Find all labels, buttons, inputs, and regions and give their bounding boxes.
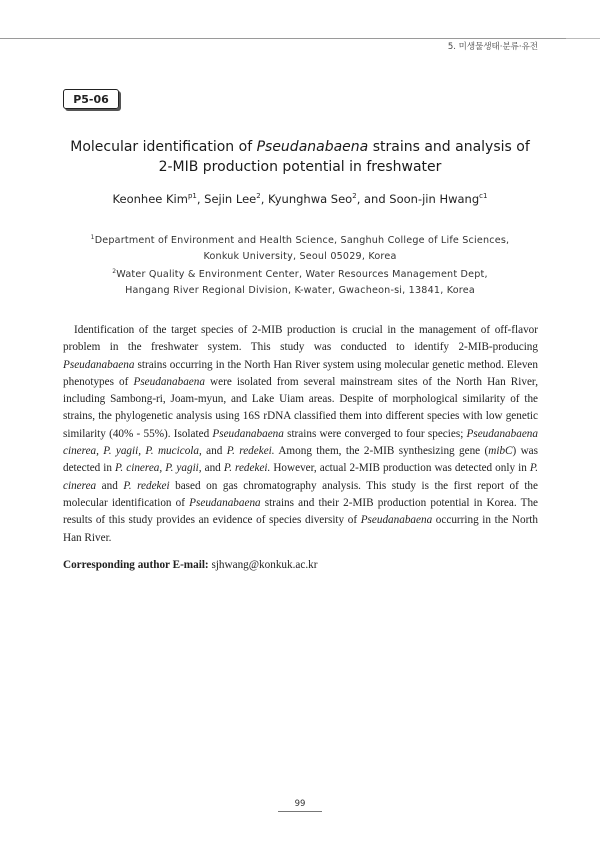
page-number: 99 <box>294 799 306 809</box>
abstract-text: However, actual 2-MIB production was detected only in <box>270 462 530 475</box>
abstract-text: occurring in the North Han River. <box>63 514 538 544</box>
abstract-italic: Pseudanabaena <box>133 375 205 388</box>
author-sup: p1 <box>187 192 197 201</box>
abstract-italic: P. redekei <box>123 479 170 492</box>
paper-title <box>40 137 560 177</box>
abstract-italic: Pseudanabaena <box>360 514 433 527</box>
author-name: Kyunghwa Seo <box>268 192 353 206</box>
abstract-italic: P. cinerea, P. yagii, <box>115 462 202 475</box>
author-sup: c1 <box>479 192 488 201</box>
section-label: 5. 미생물생태·분류·유전 <box>447 42 538 52</box>
abstract-text: strains were converged to four species; <box>283 427 467 440</box>
affiliation-sup: 2 <box>112 268 117 276</box>
author-name: Sejin Lee <box>204 192 257 206</box>
affiliation-1-line-1: Department of Environment and Health Science, Sanghuh College of Life Sciences, <box>94 235 510 247</box>
abstract-text: strains and their 2-MIB production potential in Korea. The results of this study provides an evidence of species diversity of <box>63 496 538 527</box>
abstract-body <box>63 322 538 547</box>
abstract-italic: Pseudanabaena <box>189 496 261 509</box>
title-text-2: strains and analysis of <box>368 139 530 155</box>
affiliation-1-line-2: Konkuk University, Seoul 05029, Korea <box>203 250 397 262</box>
abstract-italic: Pseudanabaena <box>212 427 284 440</box>
affiliation-sup: 1 <box>90 234 95 241</box>
abstract-code-badge: P5-06 <box>63 89 119 109</box>
author-name: Keonhee Kim <box>112 192 188 206</box>
author-separator: , <box>260 192 269 206</box>
title-text-1: Molecular identification of <box>70 139 257 155</box>
abstract-text: Among them, the 2-MIB synthesizing gene ( <box>274 445 489 458</box>
abstract-text: and <box>201 462 224 475</box>
author-separator: , <box>196 192 205 206</box>
affiliations <box>40 230 560 298</box>
affiliation-2-line-1: Water Quality & Environment Center, Water Resources Management Dept, <box>116 269 488 281</box>
corresponding-author <box>63 559 317 571</box>
abstract-italic: Pseudanabaena <box>63 358 135 371</box>
corresponding-email[interactable]: sjhwang@konkuk.ac.kr <box>211 559 318 571</box>
abstract-italic: Pseudanabaena cinerea, P. yagii, P. mucicola, <box>63 427 538 458</box>
abstract-italic: P. redekei. <box>226 445 275 458</box>
author-list <box>40 192 560 206</box>
author-sup: 2 <box>256 192 261 201</box>
author-separator: , and <box>356 192 390 206</box>
author-name: Soon-jin Hwang <box>389 192 480 206</box>
title-italic: Pseudanabaena <box>256 139 369 155</box>
abstract-text: Identification of the target species of 2-MIB production is crucial in the management of off-flavor problem in the freshwater system. This study was conducted to identify 2-MIB-producing <box>63 324 538 354</box>
abstract-italic: P. cinerea <box>63 462 539 492</box>
abstract-italic: P. redekei. <box>223 462 271 475</box>
author-sup: 2 <box>352 192 357 201</box>
affiliation-2-line-2: Hangang River Regional Division, K-water, Gwacheon-si, 13841, Korea <box>125 284 475 296</box>
abstract-italic: mibC <box>488 445 513 458</box>
abstract-text: ) was detected in <box>63 445 539 475</box>
page-number-rule <box>278 811 322 812</box>
abstract-text: and <box>96 479 124 492</box>
header-rule <box>0 38 566 39</box>
abstract-text: based on gas chromatography analysis. This study is the first report of the molecular identification of <box>63 479 538 509</box>
corresponding-label: Corresponding author E-mail: <box>63 559 209 571</box>
abstract-text: strains occurring in the North Han River system using molecular genetic method. Eleven phenotypes of <box>63 358 538 388</box>
title-line-2: 2-MIB production potential in freshwater <box>158 159 442 175</box>
abstract-text: and <box>201 445 227 458</box>
header-rule-end <box>566 38 600 39</box>
abstract-text: were isolated from several mainstream sites of the North Han River, including Sambong-ri, Joam-myun, and Lake Uiam areas. Despite of morphological similarity of the strains, the phylogenetic analysis using 16S rDNA classified them into different species with low genetic similarity (40% - 55%). Isolated <box>63 375 539 440</box>
